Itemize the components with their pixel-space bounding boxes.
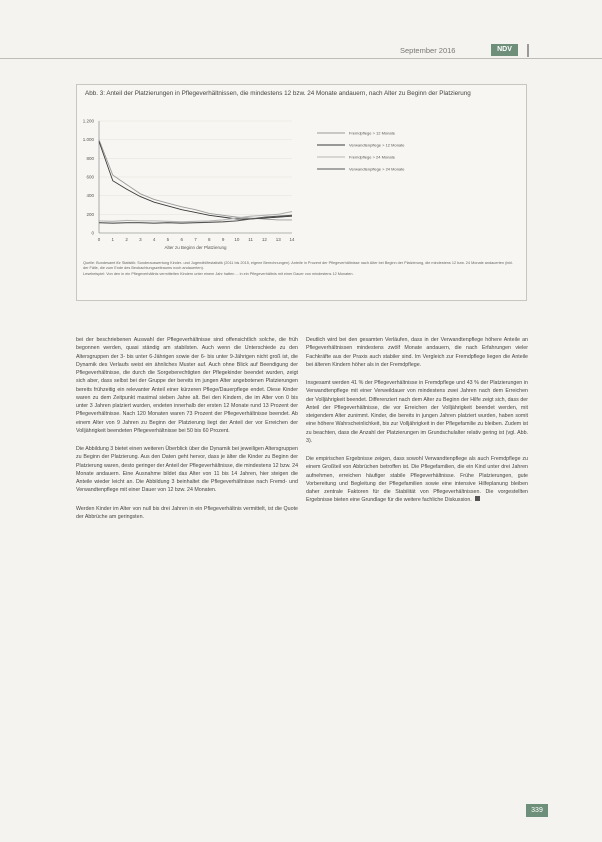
x-tick-label: 10 (234, 237, 240, 242)
y-tick-label: 0 (91, 230, 94, 236)
page-header (0, 44, 602, 60)
x-tick-label: 12 (261, 237, 267, 242)
x-tick-label: 6 (180, 237, 183, 242)
y-tick-label: 1.000 (82, 137, 94, 143)
right-column (306, 336, 528, 515)
y-tick-label: 600 (86, 174, 94, 180)
header-separator (527, 44, 529, 57)
page-number: 339 (526, 804, 548, 817)
figure-source-note: Quelle: Bundesamt für Statistik: Sonderauswertung Kinder- und Jugendhilfestatistik (2011 bis 2015, eigene Berechnungen). Anteile in Prozent der Pflegeverhältnisse nach Alter bei Beginn der Platzierung, die mindestens 12 bzw. 24 Monate andauerten (inkl. der Fälle, die zum Ende des Beobachtungszeitraums noch andauerten). (83, 261, 514, 271)
legend-label: Fremdpflege > 24 Monate (349, 154, 395, 160)
y-tick-label: 400 (86, 193, 94, 199)
line-chart (77, 85, 526, 261)
x-tick-label: 14 (289, 237, 295, 242)
x-tick-label: 2 (125, 237, 128, 242)
series-line (99, 140, 292, 220)
x-tick-label: 9 (221, 237, 225, 242)
paragraph-text: Die empirischen Ergebnisse zeigen, dass sowohl Verwandtenpflege als auch Fremdpflege zu einem Großteil von Abbrüchen betroffen ist. Die Pflegefamilien, die ein Kind unter drei Jahren aufnehmen, erreichen häufiger stabile Pflegeverhältnisse. Frühe Platzierungen, gute Vorbereitung und Begleitung der Pflegefamilien sowie eine intensive Hilfeplanung bleiben daher zentrale Faktoren für die Stabilität von Pflegeverhältnissen. Die vorgestellten Ergebnisse bieten eine Grundlage für die weitere fachliche Diskussion. (306, 456, 528, 504)
x-tick-label: 8 (208, 237, 211, 242)
legend-label: Verwandtenpflege > 12 Monate (349, 142, 405, 148)
legend-label: Fremdpflege > 12 Monate (349, 130, 395, 136)
paragraph: bei der beschriebenen Auswahl der Pflegeverhältnisse sind offensichtlich solche, die früh begonnen werden, quasi ständig am stabilsten. Auch wenn die Unterschiede zu den Altersgruppen der 3- bis unter 6-Jährigen sowie der 6- bis unter 9-Jährigen nicht groß ist, die Dynamik des Verlaufs weist ein ähnliches Muster auf. Auch ohne Blick auf Beendigung der Pflegeverhältnisse, die durch die Sorgeberechtigten der Pflegekinder beendet wurden, zeigt sich aber, dass selbst bei der Gruppe der bereits im jungen Alter angebotenen Platzierungen bereits frühzeitig ein relevanter Anteil einer kürzeren Pflege/Dauerpflege endet. Diese Kinder waren zu dem Zeitpunkt maximal sieben Jahre alt. Bei den Kindern, die im Alter von 0 bis unter 3 Jahren platziert wurden, endeten innerhalb der ersten 12 Monate rund 13 Prozent der Pflegeverhältnisse. Nach 120 Monaten waren 73 Prozent der Pflegeverhältnisse beendet. Ab einem Alter von 9 Jahren zu Beginn der Platzierung liegt der Anteil der vor Erreichen der Volljährigkeit beendeten Pflegeverhältnisse bei 50 bis 60 Prozent. (76, 337, 298, 434)
x-tick-label: 13 (275, 237, 281, 242)
journal-badge: NDV (491, 44, 518, 56)
figure-reading-note: Lesebeispiel: Von den in ein Pflegeverhältnis vermittelten Kindern unter einem Jahr hatten ... in ein Pflegeverhältnis mit einer Dauer von mindestens 12 Monaten. (83, 271, 354, 276)
paragraph (306, 455, 528, 505)
x-tick-label: 7 (194, 237, 197, 242)
left-column (76, 336, 298, 531)
series-line (99, 142, 292, 219)
x-tick-label: 0 (97, 237, 101, 242)
legend-label: Verwandtenpflege > 24 Monate (349, 166, 405, 172)
paragraph: Werden Kinder im Alter von null bis drei Jahren in ein Pflegeverhältnis vermittelt, ist die Quote der Abbrüche am geringsten. (76, 505, 298, 520)
paragraph: Deutlich wird bei den gesamten Verläufen, dass in der Verwandtenpflege höhere Anteile an Pflegeverhältnissen mindestens zwölf Monate andauern, die nach Erfahrungen vieler Fachkräfte aus der Praxis auch stabiler sind. Im Vergleich zur Fremdpflege liegen die Anteile bei älteren Kindern höher als in der Fremdpflege. (306, 337, 528, 368)
issue-date: September 2016 (400, 46, 456, 55)
paragraph: Insgesamt werden 41 % der Pflegeverhältnisse in Fremdpflege und 43 % der Platzierungen in Verwandtenpflege mit einer Verweildauer von mindestens zwei Jahren nach dem Erreichen der Volljährigkeit beendet. Differenziert nach dem Alter zu Beginn der Hilfe zeigt sich, dass der Anteil der Pflegeverhältnisse, die vor Erreichen der Volljährigkeit beendet werden, mit steigendem Alter zunimmt. Kinder, die bereits in jungen Jahren platziert wurden, haben somit eine höhere Wahrscheinlichkeit, bis zur Volljährigkeit in der Pflegefamilie zu bleiben. Zudem ist zu beachten, dass die Anzahl der Platzierungen im Grundschulalter relativ gering ist (vgl. Abb. 3). (306, 380, 528, 444)
x-axis-label: Alter zu Beginn der Platzierung (164, 245, 227, 250)
figure-notes (83, 261, 519, 277)
y-tick-label: 1.200 (82, 118, 94, 124)
y-tick-label: 800 (86, 155, 94, 161)
x-tick-label: 4 (152, 237, 156, 242)
figure-title: Abb. 3: Anteil der Platzierungen in Pflegeverhältnissen, die mindestens 12 bzw. 24 Monate andauern, nach Alter zu Beginn der Platzierung (85, 90, 471, 97)
figure-box (76, 84, 527, 301)
x-tick-label: 11 (248, 237, 253, 242)
header-rule (0, 58, 602, 59)
x-tick-label: 5 (166, 237, 170, 242)
paragraph: Die Abbildung 3 bietet einen weiteren Überblick über die Dynamik bei jeweiligen Altersgruppen zu Beginn der Platzierung. Aus den Daten geht hervor, dass je älter die Kinder zu Beginn der Platzierung waren, desto geringer der Anteil der Pflegeverhältnisse, die mindestens 12 bzw. 24 Monate andauern. Eine Ausnahme bildet das Alter von 11 bis 14 Jahren, hier steigen die Anteile wieder leicht an. Die Abbildung 3 beinhaltet die Pflegeverhältnisse nach Fremd- und Verwandtenpflege mit einer Dauer von 12 bzw. 24 Monaten. (76, 446, 299, 494)
end-of-article-mark (475, 496, 480, 501)
y-tick-label: 200 (86, 211, 94, 217)
x-tick-label: 3 (139, 237, 142, 242)
series-line (99, 212, 292, 222)
x-tick-label: 1 (111, 237, 115, 242)
